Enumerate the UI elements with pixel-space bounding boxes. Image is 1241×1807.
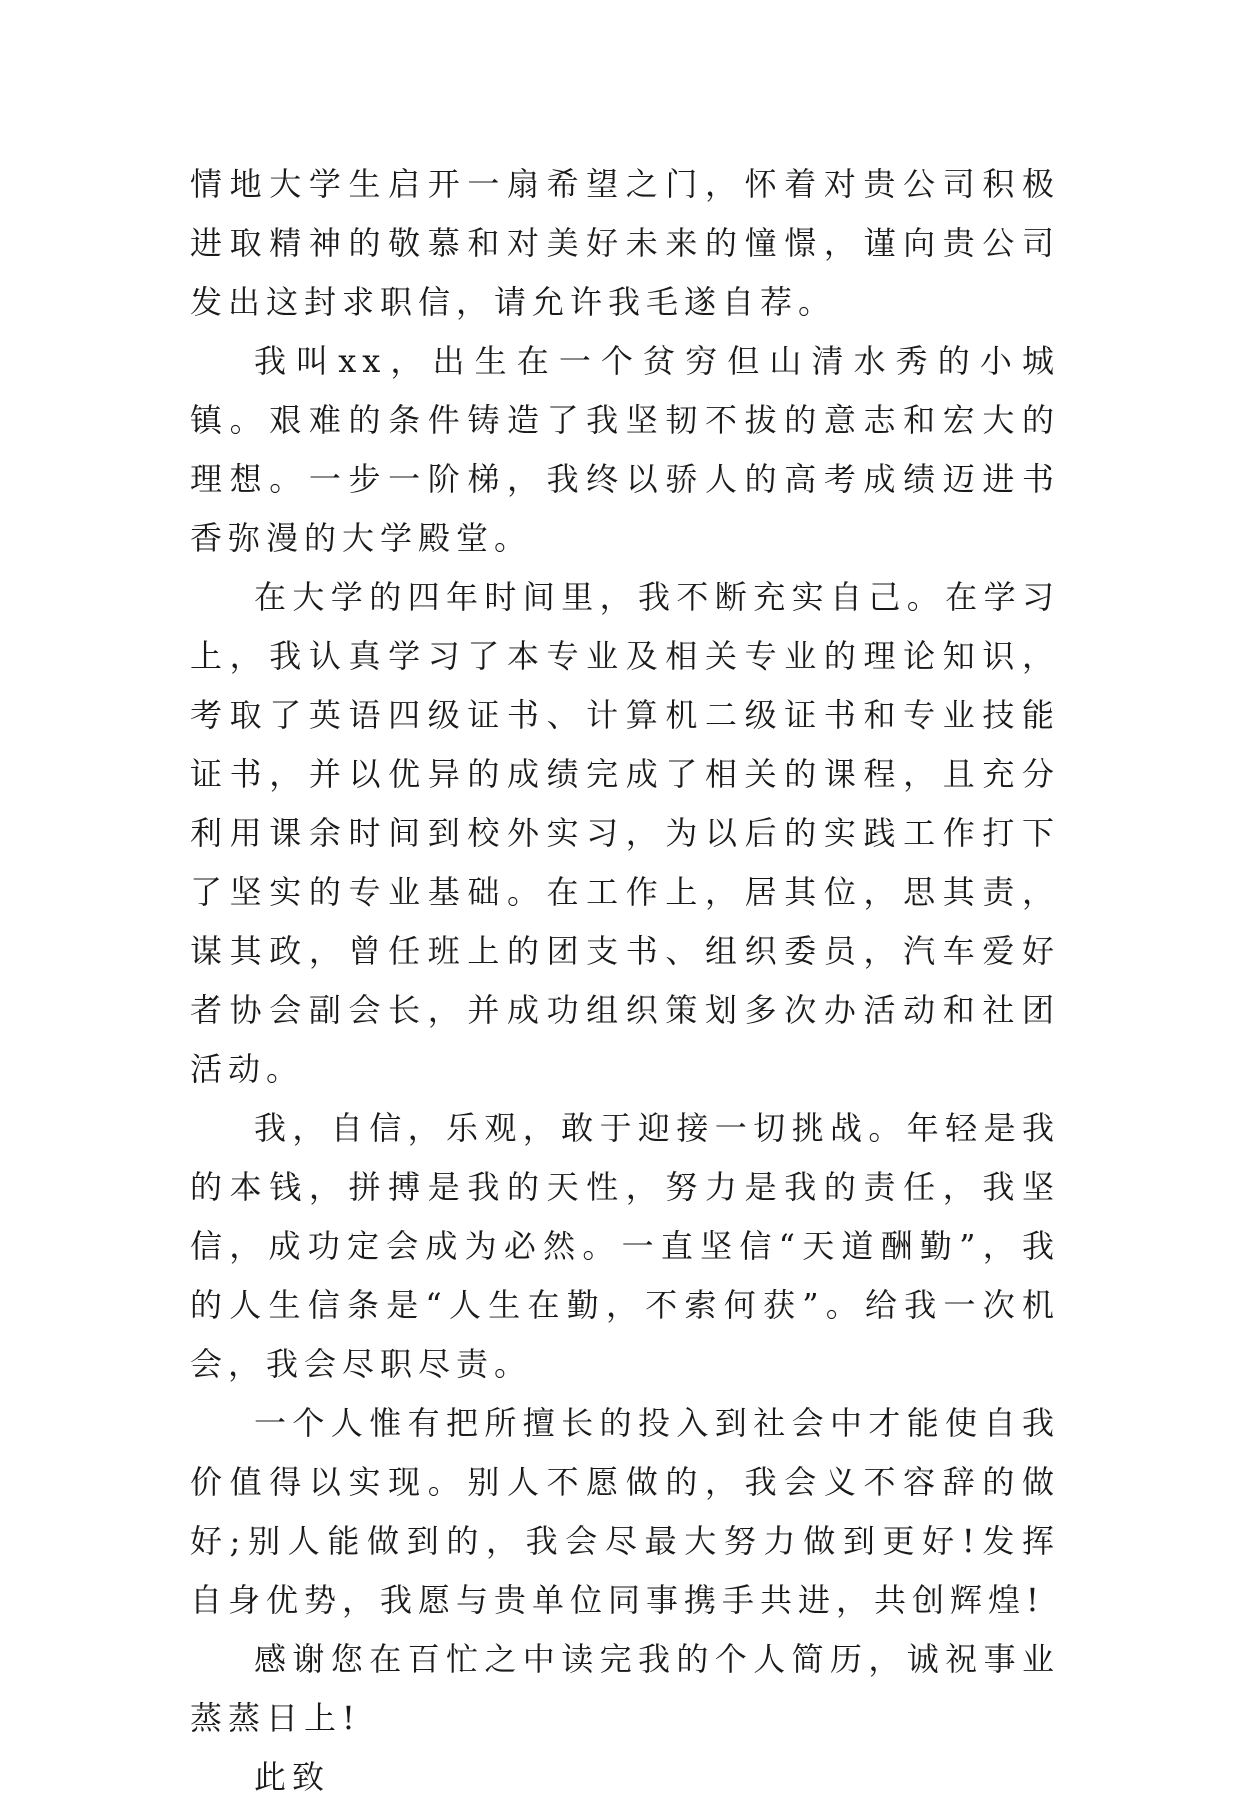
letter-body [190,155,1060,1807]
paragraph-university: 在大学的四年时间里，我不断充实自己。在学习上，我认真学习了本专业及相关专业的理论知识，考取了英语四级证书、计算机二级证书和专业技能证书，并以优异的成绩完成了相关的课程，且充分利用课余时间到校外实习，为以后的实践工作打下了坚实的专业基础。在工作上，居其位，思其责，谋其政，曾任班上的团支书、组织委员，汽车爱好者协会副会长，并成功组织策划多次办活动和社团活动。 [190,578,1060,1088]
paragraph-intro-continued: 情地大学生启开一扇希望之门，怀着对贵公司积极进取精神的敬慕和对美好未来的憧憬，谨向贵公司发出这封求职信，请允许我毛遂自荐。 [190,165,1060,321]
paragraph-thanks: 感谢您在百忙之中读完我的个人简历，诚祝事业蒸蒸日上! [190,1640,1060,1737]
closing-salutation: 此致 [254,1758,331,1796]
paragraph-value: 一个人惟有把所擅长的投入到社会中才能使自我价值得以实现。别人不愿做的，我会义不容辞的做好;别人能做到的，我会尽最大努力做到更好!发挥自身优势，我愿与贵单位同事携手共进，共创辉煌! [190,1404,1060,1619]
paragraph-personality: 我，自信，乐观，敢于迎接一切挑战。年轻是我的本钱，拼搏是我的天性，努力是我的责任，我坚信，成功定会成为必然。一直坚信“天道酬勤”，我的人生信条是“人生在勤，不索何获”。给我一次机会，我会尽职尽责。 [190,1109,1060,1383]
paragraph-background: 我叫xx，出生在一个贫穷但山清水秀的小城镇。艰难的条件铸造了我坚韧不拔的意志和宏大的理想。一步一阶梯，我终以骄人的高考成绩迈进书香弥漫的大学殿堂。 [190,342,1060,557]
